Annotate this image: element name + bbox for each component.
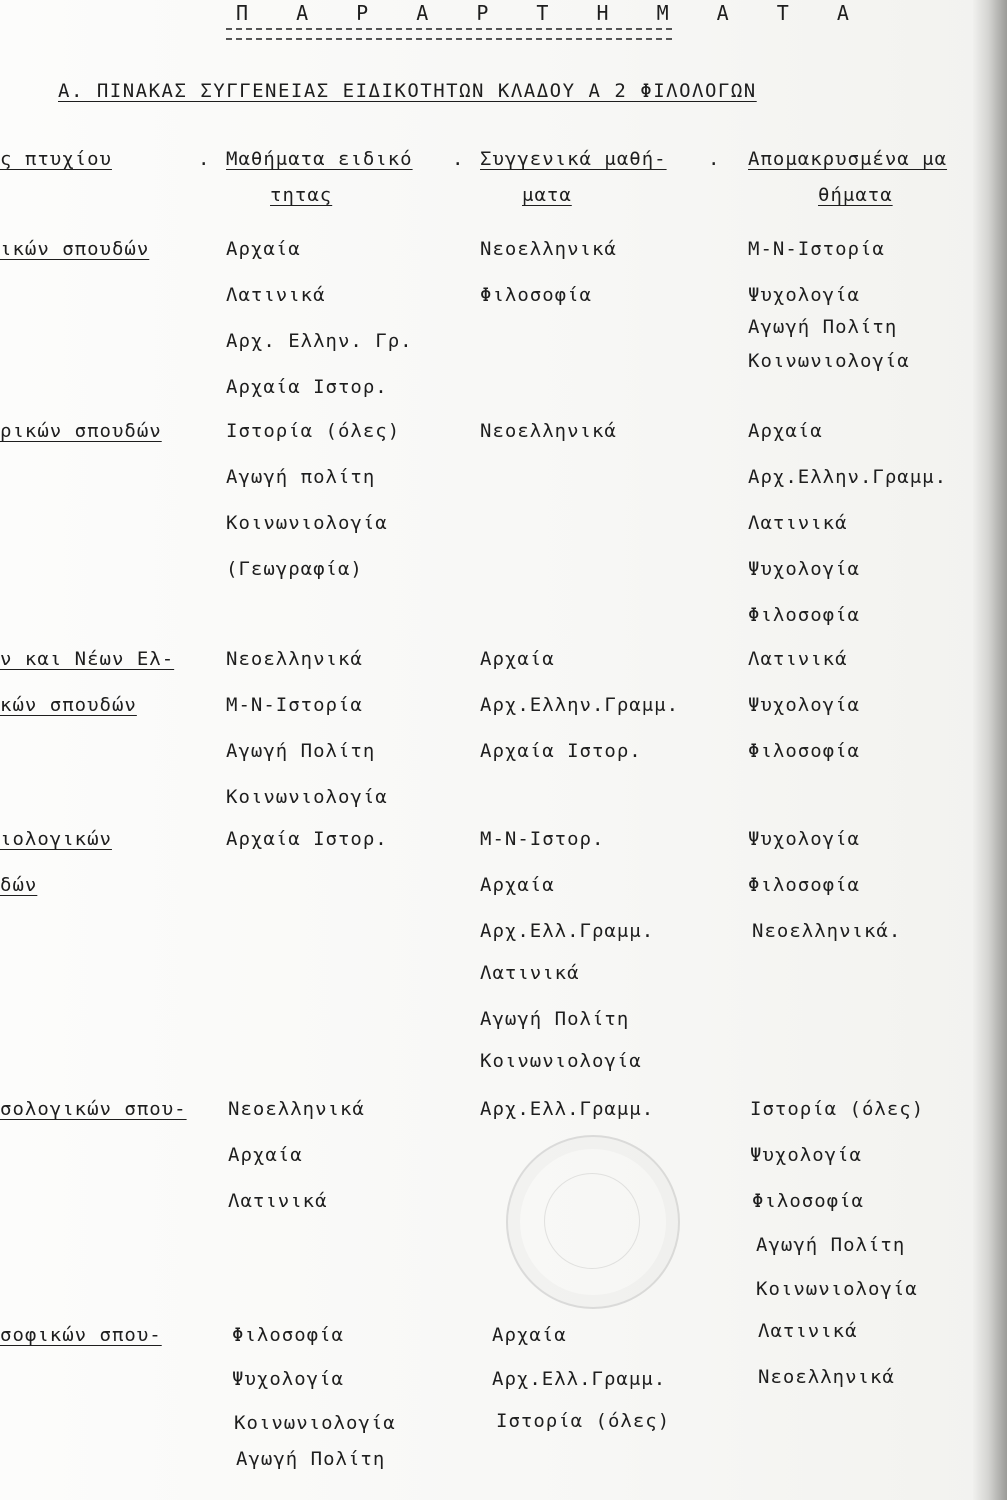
distant-course: Λατινικά — [748, 512, 848, 534]
related-course: Αρχαία — [492, 1324, 567, 1346]
header-separator: . — [452, 148, 464, 170]
specialty-course: Αρχαία — [228, 1144, 303, 1166]
specialty-course: (Γεωγραφία) — [226, 558, 363, 580]
related-course: Αρχ.Ελλην.Γραμμ. — [480, 694, 680, 716]
related-course: Νεοελληνικά — [480, 420, 617, 442]
distant-course: Φιλοσοφία — [752, 1190, 864, 1212]
specialty-course: Νεοελληνικά — [228, 1098, 365, 1120]
related-course: Αγωγή Πολίτη — [480, 1008, 630, 1030]
related-course: Αρχαία — [480, 648, 555, 670]
related-course: Λατινικά — [480, 962, 580, 984]
header-separator: . — [198, 148, 210, 170]
distant-course: Λατινικά — [758, 1320, 858, 1342]
specialty-course: Αγωγή Πολίτη — [236, 1448, 386, 1470]
related-course: Φιλοσοφία — [480, 284, 592, 306]
header-distant-line1: Απομακρυσμένα μα — [748, 148, 948, 170]
related-course: Κοινωνιολογία — [480, 1050, 642, 1072]
degree-label: ικών σπουδών — [0, 238, 150, 260]
specialty-course: Αρχ. Ελλην. Γρ. — [226, 330, 413, 352]
distant-course: Νεοελληνικά — [758, 1366, 895, 1388]
distant-course: Αγωγή Πολίτη — [756, 1234, 906, 1256]
related-course: Αρχαία — [480, 874, 555, 896]
distant-course: Κοινωνιολογία — [756, 1278, 918, 1300]
distant-course: Μ-Ν-Ιστορία — [748, 238, 885, 260]
header-specialty-line2: τητας — [270, 184, 333, 206]
related-course: Ιστορία (όλες) — [496, 1410, 671, 1432]
specialty-course: Κοινωνιολογία — [226, 512, 388, 534]
degree-label: κών σπουδών — [0, 694, 137, 716]
page-edge-shadow — [973, 0, 1007, 1500]
header-related-line1: Συγγενικά μαθή- — [480, 148, 667, 170]
related-course: Αρχ.Ελλ.Γραμμ. — [480, 1098, 655, 1120]
specialty-course: Κοινωνιολογία — [234, 1412, 396, 1434]
page-title: Π Α Ρ Α Ρ Τ Η Μ Α Τ Α — [236, 1, 867, 25]
specialty-course: Νεοελληνικά — [226, 648, 363, 670]
related-course: Μ-Ν-Ιστορ. — [480, 828, 605, 850]
distant-course: Ιστορία (όλες) — [750, 1098, 925, 1120]
related-course: Αρχαία Ιστορ. — [480, 740, 642, 762]
distant-course: Ψυχολογία — [748, 284, 860, 306]
distant-course: Νεοελληνικά. — [752, 920, 902, 942]
specialty-course: Αρχαία — [226, 238, 301, 260]
distant-course: Λατινικά — [748, 648, 848, 670]
degree-label: σοφικών σπου- — [0, 1324, 162, 1346]
distant-course: Ψυχολογία — [748, 694, 860, 716]
specialty-course: Αγωγή Πολίτη — [226, 740, 376, 762]
distant-course: Φιλοσοφία — [748, 604, 860, 626]
header-related-line2: ματα — [522, 184, 572, 206]
distant-course: Φιλοσοφία — [748, 874, 860, 896]
specialty-course: Αγωγή πολίτη — [226, 466, 376, 488]
degree-label: ιολογικών — [0, 828, 112, 850]
specialty-course: Λατινικά — [228, 1190, 328, 1212]
degree-label: σολογικών σπου- — [0, 1098, 187, 1120]
official-seal — [506, 1135, 680, 1309]
distant-course: Κοινωνιολογία — [748, 350, 910, 372]
header-distant-line2: θήματα — [818, 184, 893, 206]
degree-label: δών — [0, 874, 38, 896]
specialty-course: Αρχαία Ιστορ. — [226, 828, 388, 850]
header-degree: ς πτυχίου — [0, 148, 112, 170]
specialty-course: Λατινικά — [226, 284, 326, 306]
specialty-course: Κοινωνιολογία — [226, 786, 388, 808]
related-course: Αρχ.Ελλ.Γραμμ. — [492, 1368, 667, 1390]
specialty-course: Αρχαία Ιστορ. — [226, 376, 388, 398]
header-separator: . — [708, 148, 720, 170]
specialty-course: Μ-Ν-Ιστορία — [226, 694, 363, 716]
distant-course: Αρχ.Ελλην.Γραμμ. — [748, 466, 948, 488]
degree-label: ν και Νέων Ελ- — [0, 648, 175, 670]
distant-course: Αγωγή Πολίτη — [748, 316, 898, 338]
specialty-course: Ψυχολογία — [232, 1368, 344, 1390]
specialty-course: Ιστορία (όλες) — [226, 420, 401, 442]
related-course: Αρχ.Ελλ.Γραμμ. — [480, 920, 655, 942]
header-specialty-line1: Μαθήματα ειδικό — [226, 148, 413, 170]
title-double-underline — [226, 28, 672, 40]
distant-course: Ψυχολογία — [748, 558, 860, 580]
distant-course: Αρχαία — [748, 420, 823, 442]
related-course: Νεοελληνικά — [480, 238, 617, 260]
specialty-course: Φιλοσοφία — [232, 1324, 344, 1346]
degree-label: ρικών σπουδών — [0, 420, 162, 442]
distant-course: Ψυχολογία — [750, 1144, 862, 1166]
distant-course: Ψυχολογία — [748, 828, 860, 850]
section-heading: Α. ΠΙΝΑΚΑΣ ΣΥΓΓΕΝΕΙΑΣ ΕΙΔΙΚΟΤΗΤΩΝ ΚΛΑΔΟΥ Α 2 ΦΙΛΟΛΟΓΩΝ — [58, 80, 757, 102]
distant-course: Φιλοσοφία — [748, 740, 860, 762]
